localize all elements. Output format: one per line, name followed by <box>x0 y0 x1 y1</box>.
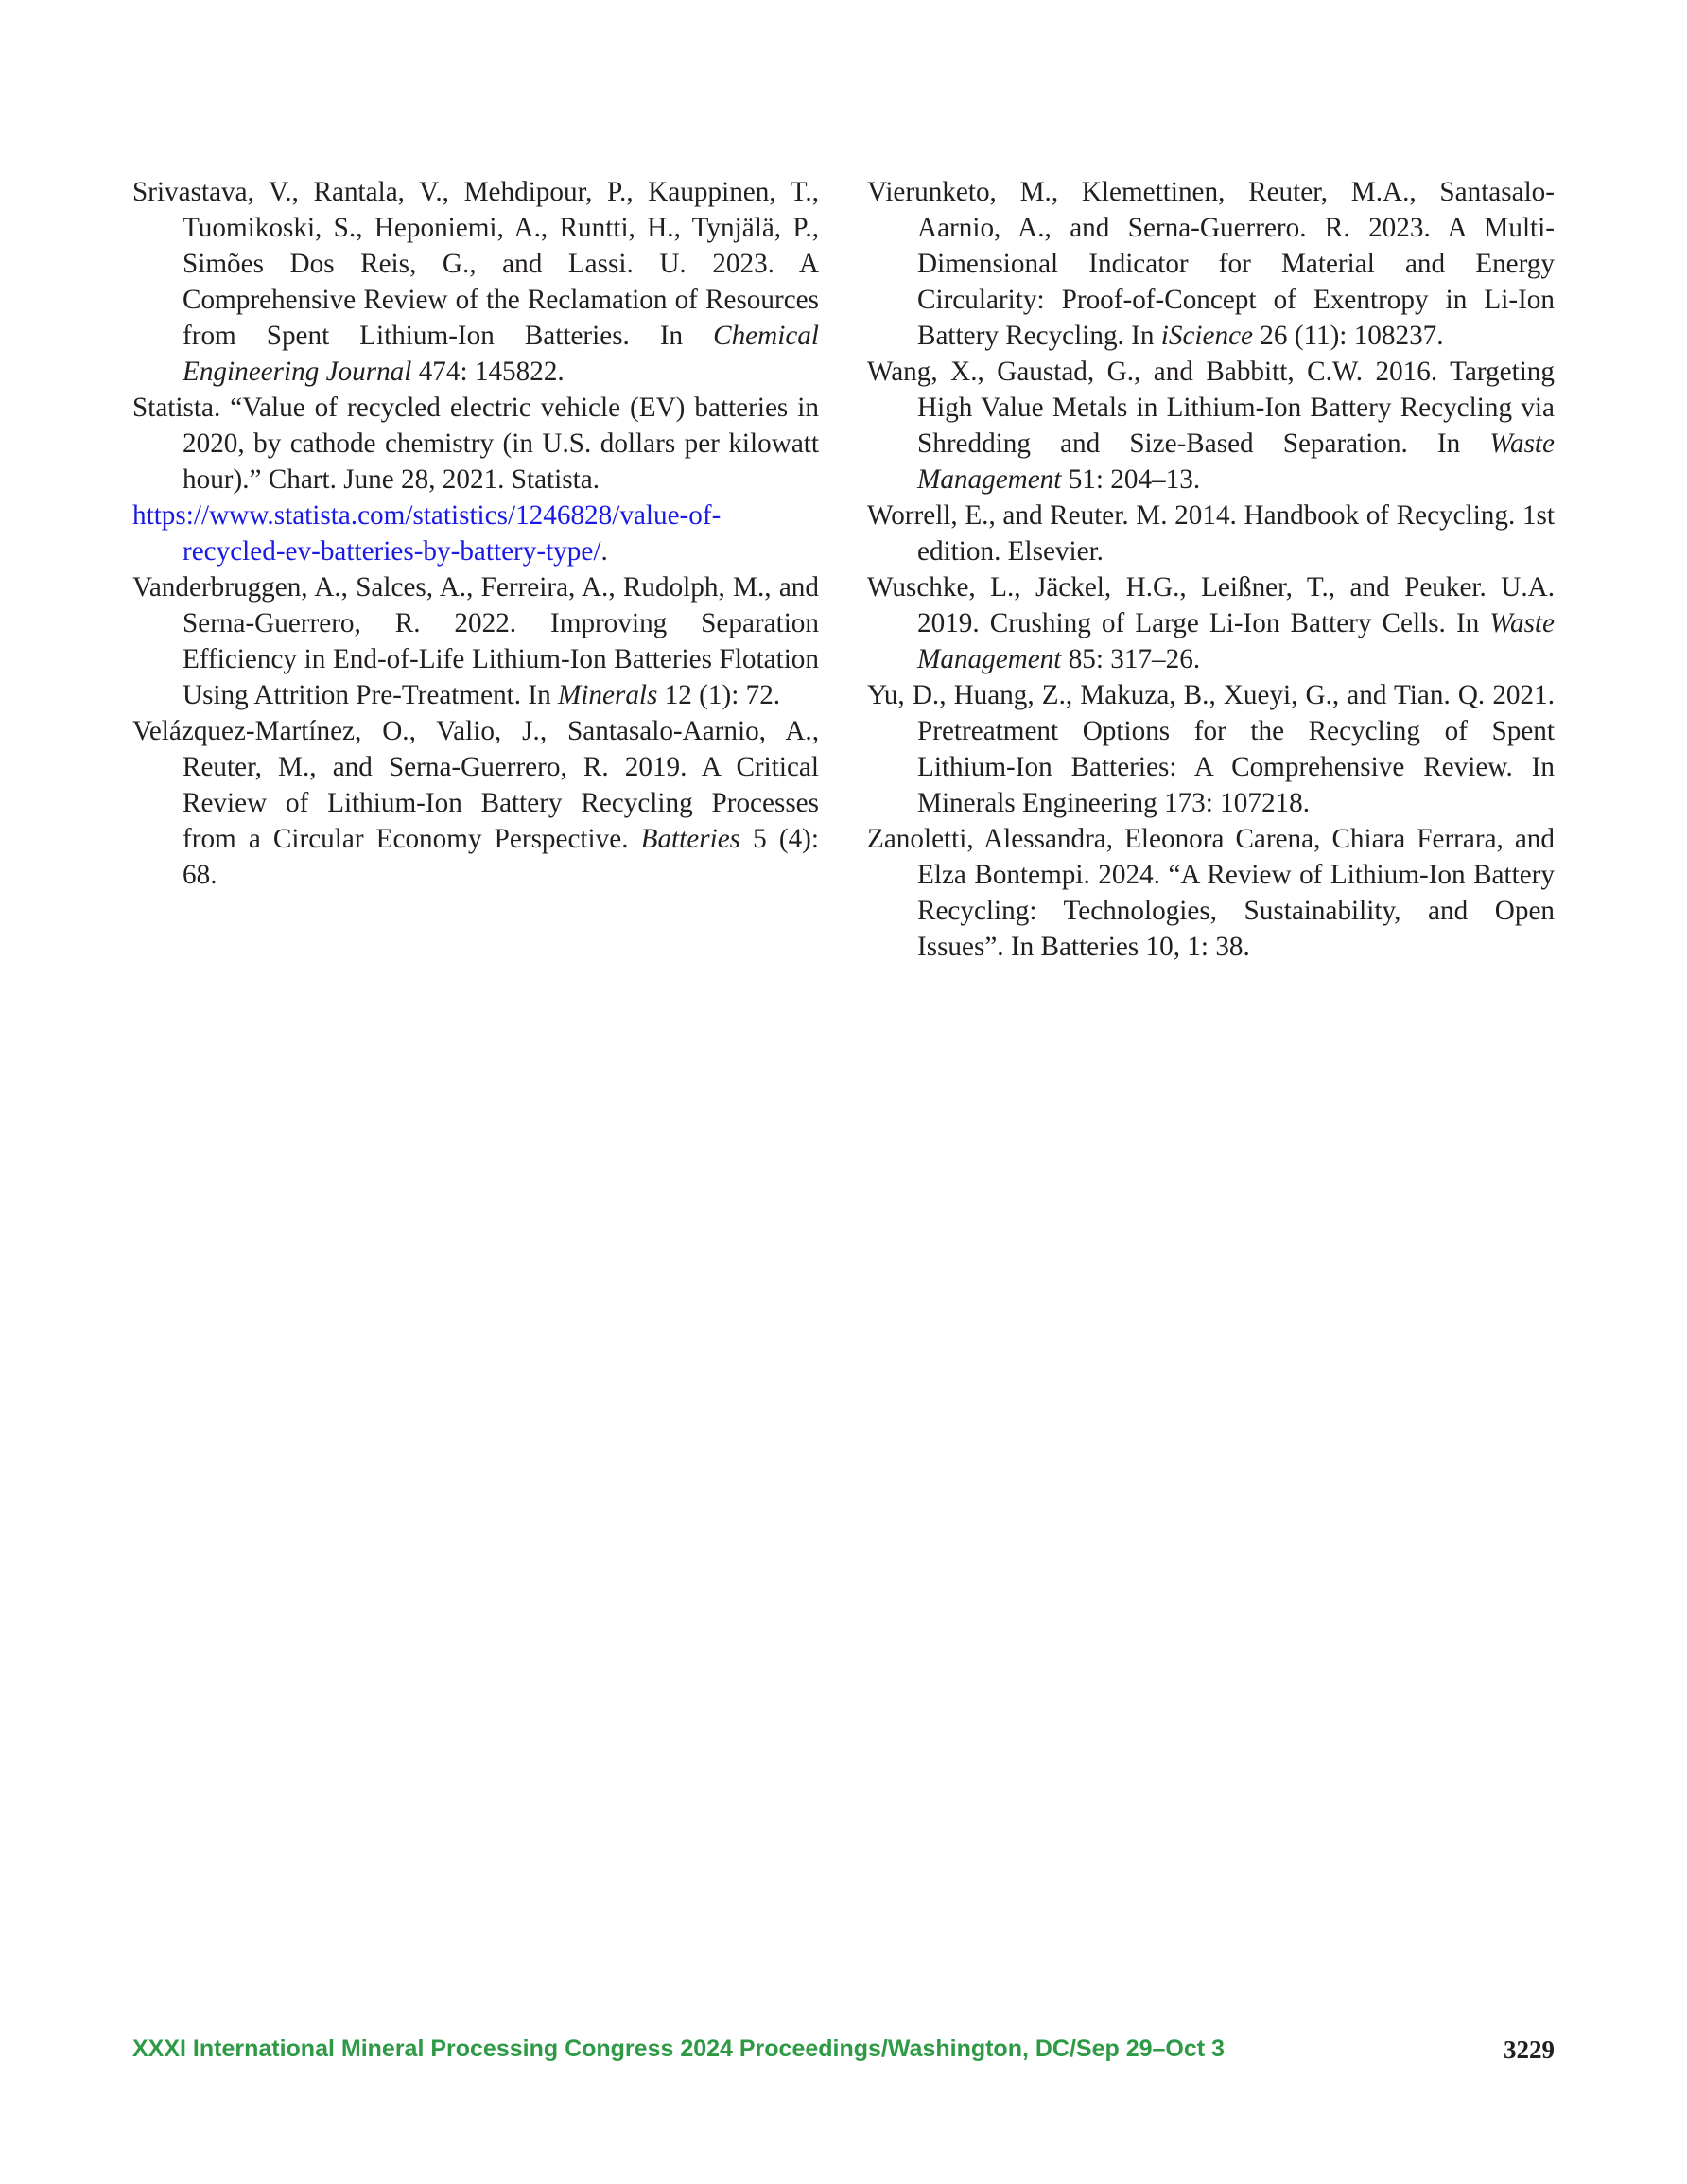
reference-worrell: Worrell, E., and Reuter. M. 2014. Handbook of Recycling. 1st edition. Elsevier. <box>867 500 1555 567</box>
reference-srivastava: Srivastava, V., Rantala, V., Mehdipour, P., Kauppinen, T., Tuomikoski, S., Heponiemi, A., Runtti, H., Tynjälä, P., Simões Dos Reis, G., and Lassi. U. 2023. A Comprehensive Review of the Reclamation of Resources from Spent Lithium-Ion Batteries. In Chemical Engineering Journal 474: 145822. <box>132 177 819 387</box>
references-column-right <box>867 174 1555 965</box>
reference-zanoletti: Zanoletti, Alessandra, Eleonora Carena, Chiara Ferrara, and Elza Bontempi. 2024. “A Review of Lithium-Ion Battery Recycling: Technologies, Sustainability, and Open Issues”. In Batteries 10, 1: 38. <box>867 824 1555 962</box>
statista-link[interactable]: https://www.statista.com/statistics/1246828/value-of-recycled-ev-batteries-by-battery-type/ <box>132 500 722 567</box>
reference-yu: Yu, D., Huang, Z., Makuza, B., Xueyi, G., and Tian. Q. 2021. Pretreatment Options for the Recycling of Spent Lithium-Ion Batteries: A Comprehensive Review. In Minerals Engineering 173: 107218. <box>867 680 1555 818</box>
footer-proceedings-title: XXXI International Mineral Processing Congress 2024 Proceedings/Washington, DC/Sep 29–Oct 3 <box>132 2035 1225 2062</box>
reference-wang: Wang, X., Gaustad, G., and Babbitt, C.W. 2016. Targeting High Value Metals in Lithium-Ion Battery Recycling via Shredding and Size-Based Separation. In Waste Management 51: 204–13. <box>867 357 1555 495</box>
reference-statista: Statista. “Value of recycled electric vehicle (EV) batteries in 2020, by cathode chemistry (in U.S. dollars per kilowatt hour).” Chart. June 28, 2021. Statista. <box>132 393 819 495</box>
reference-vanderbruggen: Vanderbruggen, A., Salces, A., Ferreira, A., Rudolph, M., and Serna-Guerrero, R. 2022. Improving Separation Efficiency in End-of-Life Lithium-Ion Batteries Flotation Using Attrition Pre-Treatment. In Minerals 12 (1): 72. <box>132 572 819 710</box>
references-column-left <box>132 174 819 893</box>
page-number: 3229 <box>1504 2035 1555 2064</box>
page-footer <box>132 2035 1555 2073</box>
reference-vierunketo: Vierunketo, M., Klemettinen, Reuter, M.A., Santasalo-Aarnio, A., and Serna-Guerrero. R. 2023. A Multi-Dimensional Indicator for Material and Energy Circularity: Proof-of-Concept of Exentropy in Li-Ion Battery Recycling. In iScience 26 (11): 108237. <box>867 177 1555 351</box>
reference-wuschke: Wuschke, L., Jäckel, H.G., Leißner, T., and Peuker. U.A. 2019. Crushing of Large Li-Ion Battery Cells. In Waste Management 85: 317–26. <box>867 572 1555 674</box>
reference-statista-url: https://www.statista.com/statistics/1246828/value-of-recycled-ev-batteries-by-battery-type/. <box>132 500 722 567</box>
reference-velazquez-martinez: Velázquez-Martínez, O., Valio, J., Santasalo-Aarnio, A., Reuter, M., and Serna-Guerrero, R. 2019. A Critical Review of Lithium-Ion Battery Recycling Processes from a Circular Economy Perspective. Batteries 5 (4): 68. <box>132 716 819 890</box>
